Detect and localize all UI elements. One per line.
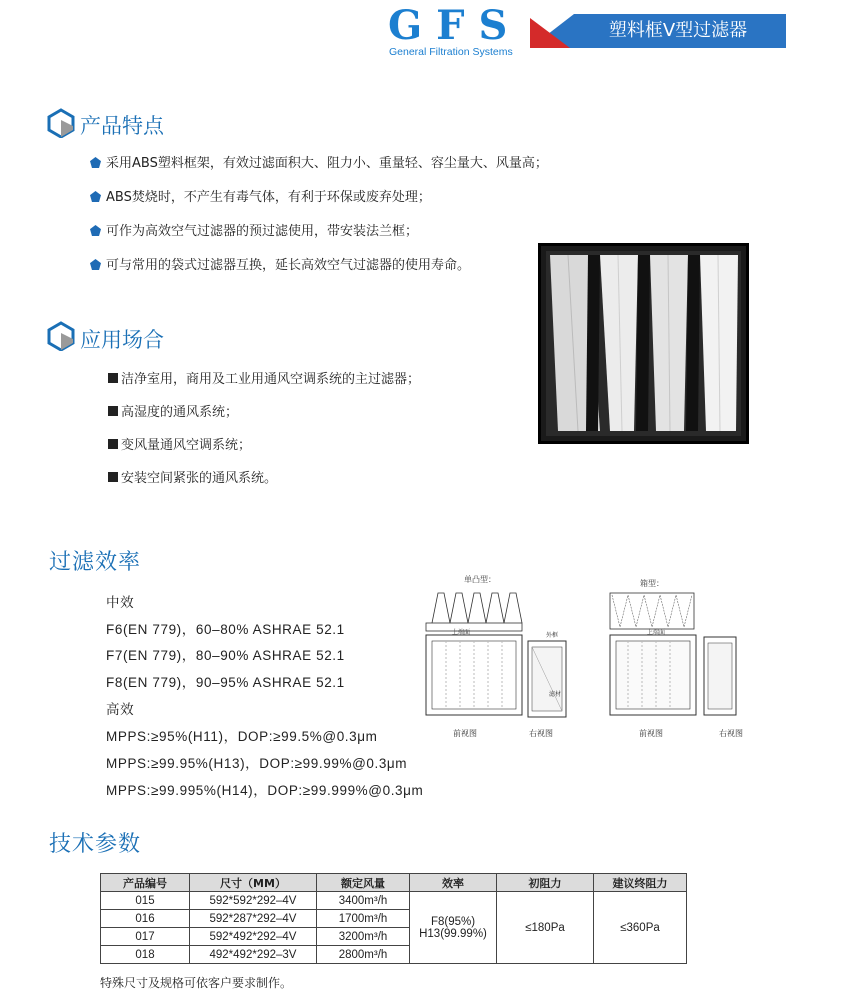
page-title: 塑料框V型过滤器	[608, 20, 748, 41]
column-header: 建议终阻力	[594, 874, 687, 892]
pentagon-bullet-icon	[90, 157, 101, 168]
spec-table	[100, 873, 687, 964]
cell-final-resistance: ≤360Pa	[594, 892, 687, 964]
pentagon-bullet-icon	[90, 259, 101, 270]
box-type-front-view	[610, 635, 696, 715]
outer-frame-label: 外框	[546, 632, 559, 639]
box-type-side-view	[704, 637, 736, 715]
efficiency-line: F7(EN 779)，80–90% ASHRAE 52.1	[106, 648, 345, 663]
cell-code: 018	[101, 946, 190, 964]
side-view-label: 右视图	[529, 729, 553, 738]
cell-code: 016	[101, 910, 190, 928]
cell-size: 492*492*292–3V	[190, 946, 317, 964]
top-frame-label: 上端面	[452, 629, 471, 636]
logo-subtitle: General Filtration Systems	[389, 46, 513, 58]
product-photo	[538, 243, 749, 444]
box-type-top-view	[610, 593, 694, 629]
efficiency-title: 过滤效率	[49, 550, 142, 575]
specs-title: 技术参数	[49, 832, 142, 857]
efficiency-line: 高效	[106, 702, 135, 717]
square-bullet-icon	[108, 406, 118, 416]
efficiency-line: F6(EN 779)，60–80% ASHRAE 52.1	[106, 622, 345, 637]
box-type-label: 箱型：	[640, 579, 664, 588]
square-bullet-icon	[108, 373, 118, 383]
media-label: 滤材	[549, 691, 562, 698]
dimension-drawings	[422, 585, 742, 725]
efficiency-line: MPPS:≥99.95%(H13)，DOP:≥99.99%@0.3μm	[106, 756, 408, 771]
square-bullet-icon	[108, 472, 118, 482]
cell-flow: 2800m³/h	[317, 946, 410, 964]
single-type-top-view	[426, 593, 522, 631]
list-item: 可作为高效空气过滤器的预过滤使用，带安装法兰框；	[90, 223, 418, 241]
table-row	[101, 892, 687, 910]
efficiency-line: 中效	[106, 595, 135, 610]
side-view-label: 右视图	[719, 729, 743, 738]
cell-flow: 3200m³/h	[317, 928, 410, 946]
cell-flow: 1700m³/h	[317, 910, 410, 928]
cell-size: 592*592*292–4V	[190, 892, 317, 910]
cell-size: 592*287*292–4V	[190, 910, 317, 928]
list-item: 变风量通风空调系统；	[108, 437, 251, 455]
cell-code: 015	[101, 892, 190, 910]
column-header: 额定风量	[317, 874, 410, 892]
list-item: 安装空间紧张的通风系统。	[108, 470, 277, 488]
column-header: 效率	[410, 874, 497, 892]
efficiency-line: MPPS:≥99.995%(H14)，DOP:≥99.999%@0.3μm	[106, 783, 424, 798]
hexagon-icon	[46, 108, 76, 138]
single-type-label: 单凸型：	[464, 575, 496, 584]
spec-note: 特殊尺寸及规格可依客户要求制作。	[100, 976, 293, 990]
column-header: 产品编号	[101, 874, 190, 892]
efficiency-line: MPPS:≥95%(H11)，DOP:≥99.5%@0.3μm	[106, 729, 378, 744]
pentagon-bullet-icon	[90, 225, 101, 236]
cell-flow: 3400m³/h	[317, 892, 410, 910]
cell-size: 592*492*292–4V	[190, 928, 317, 946]
cell-initial-resistance: ≤180Pa	[497, 892, 594, 964]
features-title: 产品特点	[80, 114, 164, 138]
cell-efficiency: F8(95%) H13(99.99%)	[410, 892, 497, 964]
table-header-row	[101, 874, 687, 892]
pentagon-bullet-icon	[90, 191, 101, 202]
list-item: 高湿度的通风系统；	[108, 404, 238, 422]
top-frame-label: 上端面	[647, 629, 666, 636]
applications-title: 应用场合	[80, 328, 164, 352]
square-bullet-icon	[108, 439, 118, 449]
list-item: 可与常用的袋式过滤器互换，延长高效空气过滤器的使用寿命。	[90, 257, 470, 275]
front-view-label: 前视图	[453, 729, 477, 738]
efficiency-line: F8(EN 779)，90–95% ASHRAE 52.1	[106, 675, 345, 690]
gfs-logo: GFS	[388, 2, 522, 49]
list-item: 采用ABS塑料框架，有效过滤面积大、阻力小、重量轻、容尘量大、风量高；	[90, 155, 548, 173]
column-header: 尺寸（MM）	[190, 874, 317, 892]
cell-code: 017	[101, 928, 190, 946]
list-item: 洁净室用，商用及工业用通风空调系统的主过滤器；	[108, 371, 420, 389]
hexagon-icon	[46, 321, 76, 351]
single-type-front-view	[426, 635, 522, 715]
front-view-label: 前视图	[639, 729, 663, 738]
column-header: 初阻力	[497, 874, 594, 892]
list-item: ABS焚烧时，不产生有毒气体，有利于环保或废弃处理；	[90, 189, 431, 207]
single-type-side-view	[528, 641, 566, 717]
